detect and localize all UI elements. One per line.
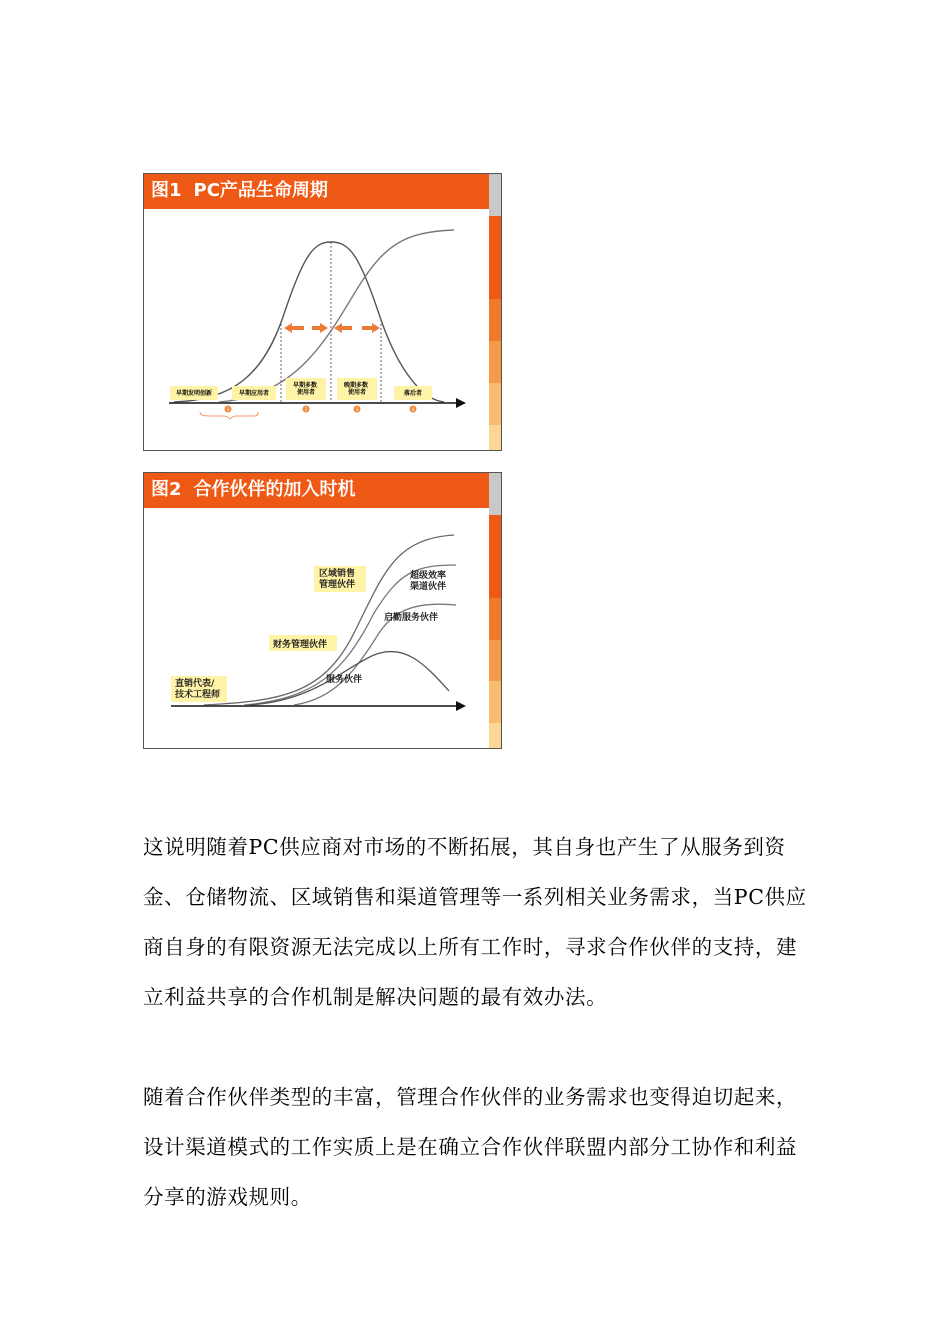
- paragraph-1: 这说明随着PC供应商对市场的不断拓展，其自身也产生了从服务到资金、仓储物流、区域销售和渠道管理等一系列相关业务需求，当PC供应商自身的有限资源无法完成以上所有工作时，寻求合作伙伴的支持，建立利益共享的合作机制是解决问题的最有效办法。: [143, 835, 807, 1009]
- label-startup-service: 启勤服务伙伴: [384, 613, 439, 623]
- stage-markers: [225, 406, 417, 414]
- label-service-partner: 服务伙伴: [326, 675, 363, 685]
- svg-text:4: 4: [411, 408, 415, 413]
- partner-timing-diagram: [144, 473, 489, 748]
- stage-label-early-adopters: 早期应用者: [238, 390, 270, 397]
- side-color-bar: [489, 473, 501, 748]
- stage-label-innovators: 早期发明创新: [175, 390, 213, 397]
- label-finance-partner: 财务管理伙伴: [273, 640, 328, 650]
- stage-label-late-majority: 晚期多数 使用者: [343, 382, 368, 397]
- figure-pc-lifecycle: [143, 173, 502, 451]
- side-color-bar: [489, 174, 501, 450]
- label-regional-sales: 区域销售管理伙伴: [319, 569, 356, 590]
- axis-arrowhead: [456, 398, 466, 408]
- chasm-arrows: [284, 323, 380, 333]
- bracket: [200, 412, 258, 419]
- figure-partner-timing: [143, 472, 502, 749]
- stage-label-early-majority: 早期多数 使用者: [292, 382, 317, 397]
- svg-text:3: 3: [355, 408, 359, 413]
- figure-title-text: PC产品生命周期: [193, 180, 328, 201]
- figure-title-text: 合作伙伴的加入时机: [193, 479, 356, 500]
- svg-text:2: 2: [304, 408, 308, 413]
- axis-arrowhead: [456, 701, 466, 711]
- figure-number: 图2: [151, 479, 182, 500]
- label-super-channel: 超级效率渠道伙伴: [410, 571, 447, 592]
- stage-label-laggards: 落后者: [403, 390, 423, 397]
- cumulative-s-curve: [219, 230, 454, 402]
- figure-number: 图1: [151, 180, 182, 201]
- label-direct-sales: 直销代表/技术工程师: [175, 679, 221, 700]
- paragraph-2: 随着合作伙伴类型的丰富，管理合作伙伴的业务需求也变得迫切起来，设计渠道模式的工作实质上是在确立合作伙伴联盟内部分工协作和利益分享的游戏规则。: [143, 1085, 798, 1209]
- lifecycle-diagram: [144, 174, 489, 450]
- svg-text:1: 1: [226, 408, 230, 413]
